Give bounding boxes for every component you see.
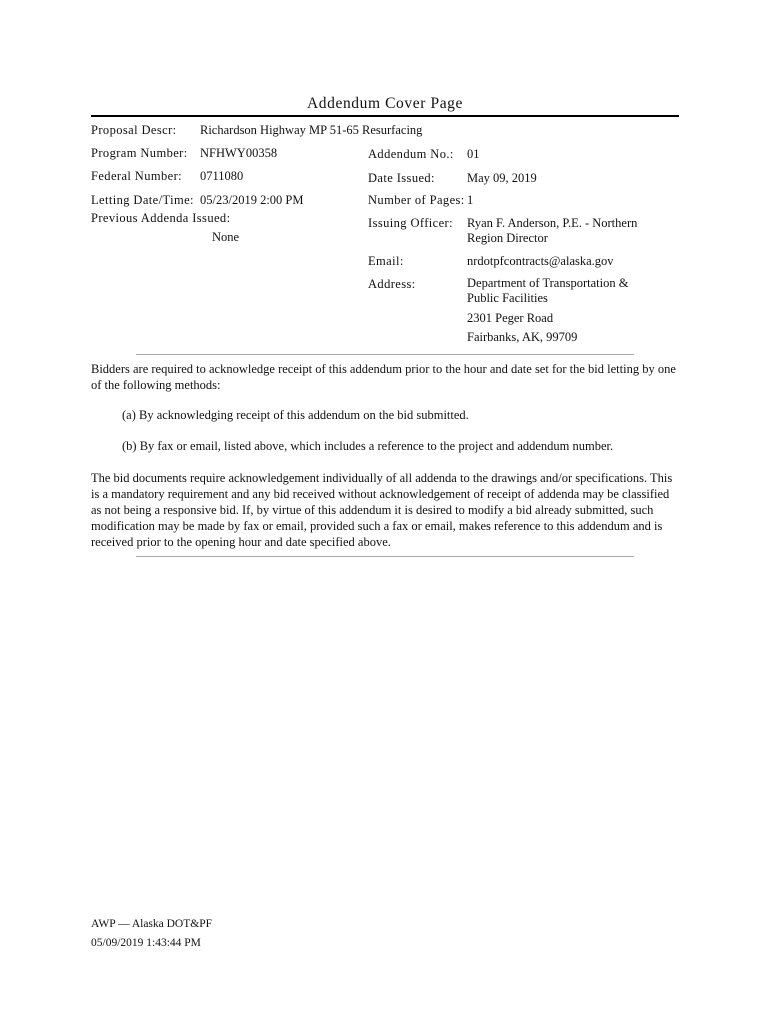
divider-bottom <box>136 556 634 557</box>
proposal-descr-label: Proposal Descr: <box>91 123 177 137</box>
letting-value: 05/23/2019 2:00 PM <box>200 193 304 207</box>
num-pages-label: Number of Pages: <box>368 193 465 207</box>
email-label: Email: <box>368 254 404 268</box>
issuing-officer-label: Issuing Officer: <box>368 216 453 230</box>
addendum-no-value: 01 <box>467 147 480 161</box>
address-line1: Department of Transportation & <box>467 276 629 290</box>
previous-addenda-label: Previous Addenda Issued: <box>91 211 231 225</box>
email-value: nrdotpfcontracts@alaska.gov <box>467 254 614 268</box>
addendum-no-label: Addendum No.: <box>368 147 454 161</box>
letting-label: Letting Date/Time: <box>91 193 194 207</box>
title-divider <box>91 115 679 117</box>
acknowledge-paragraph: Bidders are required to acknowledge receipt of this addendum prior to the hour and date set for the bid letting by one of the following methods: <box>91 362 676 392</box>
num-pages-value: 1 <box>467 193 474 207</box>
option-a: (a) By acknowledging receipt of this addendum on the bid submitted. <box>122 408 469 422</box>
footer-org: AWP — Alaska DOT&PF <box>91 918 213 930</box>
page-title: Addendum Cover Page <box>306 95 464 112</box>
address-line4: Fairbanks, AK, 99709 <box>467 330 578 344</box>
previous-addenda-value: None <box>212 230 240 244</box>
federal-number-value: 0711080 <box>200 169 244 183</box>
address-line2: Public Facilities <box>467 291 548 305</box>
issuing-officer-line2: Region Director <box>467 231 548 245</box>
divider-top <box>136 354 634 355</box>
date-issued-label: Date Issued: <box>368 171 435 185</box>
proposal-descr-value: Richardson Highway MP 51-65 Resurfacing <box>200 123 423 137</box>
footer-timestamp: 05/09/2019 1:43:44 PM <box>91 937 201 949</box>
requirements-paragraph: The bid documents require acknowledgement individually of all addenda to the drawings and/or specifications. This is a mandatory requirement and any bid received without acknowledgement of receipt of addenda may be classified as not being a responsive bid. If, by virtue of this addendum it is desired to modify a bid already submitted, such modification may be made by fax or email, provided such a fax or email, makes reference to this addendum and is received prior to the opening hour and date specified above. <box>91 471 673 549</box>
address-line3: 2301 Peger Road <box>467 311 554 325</box>
program-number-label: Program Number: <box>91 146 188 160</box>
option-b: (b) By fax or email, listed above, which includes a reference to the project and addendum number. <box>122 439 614 453</box>
issuing-officer-line1: Ryan F. Anderson, P.E. - Northern <box>467 216 638 230</box>
federal-number-label: Federal Number: <box>91 169 183 183</box>
date-issued-value: May 09, 2019 <box>467 171 537 185</box>
program-number-value: NFHWY00358 <box>200 146 278 160</box>
address-label: Address: <box>368 277 416 291</box>
